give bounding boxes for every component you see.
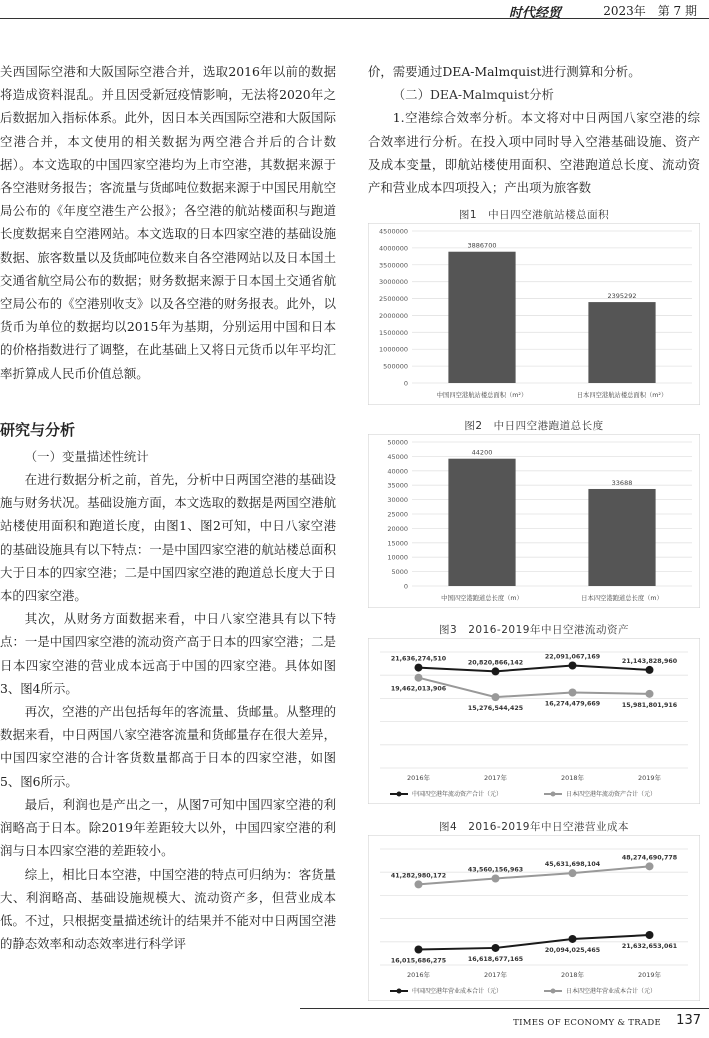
data-label: 20,820,866,142 (467, 659, 524, 667)
category-label: 中国四空港跑道总长度（m） (441, 595, 523, 603)
figure-4-caption: 图4 2016-2019年中日空港营业成本 (439, 820, 629, 833)
y-tick-label: 15000 (387, 539, 408, 548)
data-label: 15,981,801,916 (621, 701, 678, 709)
right-para-1: 1.空港综合效率分析。本文将对中日两国八家空港的综合效率进行分析。在投入项中同时导入空港基础设施、资产及成本变量，即航站楼使用面积、空港跑道总长度、流动资产和营业成本四项投入；产出项为旅客数 (368, 110, 700, 196)
figure-1-chart (368, 223, 700, 405)
x-tick-label: 2017年 (483, 970, 508, 979)
bar (448, 252, 515, 383)
data-label: 16,274,479,669 (544, 700, 601, 708)
y-tick-label: 4000000 (379, 244, 408, 253)
series-point (569, 688, 577, 696)
x-tick-label: 2017年 (483, 773, 508, 782)
y-tick-label: 10000 (387, 554, 408, 563)
series-point (415, 945, 423, 953)
left-para-4: 最后，利润也是产出之一，从图7可知中国四家空港的利润略高于日本。除2019年差距较大以外，中国四家空港的利润与日本四家空港的差距较小。 (0, 796, 336, 859)
category-label: 日本四空港跑道总长度（m） (581, 595, 663, 603)
y-tick-label: 50000 (387, 438, 408, 447)
data-label: 44200 (471, 449, 493, 458)
data-label: 41,282,980,172 (390, 872, 447, 880)
page-footer (0, 1008, 709, 1038)
left-column (0, 60, 336, 955)
y-tick-label: 1000000 (379, 345, 408, 354)
data-label: 3886700 (467, 241, 497, 250)
left-para-3: 再次，空港的产出包括每年的客流量、货邮量。从整理的数据来看，中日两国八家空港客流量和货邮量存在很大差异，中国四家空港的合计客货数量都高于日本的四家空港，如图5、图6所示。 (0, 704, 336, 789)
legend-marker (397, 988, 402, 993)
figure-4-chart (368, 835, 700, 1001)
legend-label: 中国四空港年流动资产合计（元） (412, 790, 503, 798)
y-tick-label: 40000 (387, 467, 408, 476)
y-tick-label: 20000 (387, 525, 408, 534)
legend-marker (397, 791, 402, 796)
left-para-1: 在进行数据分析之前，首先，分析中日两国空港的基础设施与财务状况。基础设施方面，本文选取的数据是两国空港航站楼使用面积和跑道长度，由图1、图2可知，中日八家空港的基础设施具有以下特点：一是中国四家空港的航站楼总面积大于日本的四家空港；二是中国四家空港的跑道总长度大于日本的四家空港。 (0, 472, 336, 604)
page-number: 137 (676, 1013, 701, 1028)
y-tick-label: 45000 (387, 453, 408, 462)
series-point (646, 689, 654, 697)
y-tick-label: 35000 (387, 482, 408, 491)
legend-label: 中国四空港年营业成本合计（元） (412, 988, 503, 996)
y-tick-label: 0 (403, 582, 408, 591)
y-tick-label: 0 (403, 379, 408, 388)
y-tick-label: 25000 (387, 510, 408, 519)
y-tick-label: 3000000 (379, 278, 408, 287)
legend-marker (551, 791, 556, 796)
series-point (415, 673, 423, 681)
y-tick-label: 3500000 (379, 261, 408, 270)
data-label: 19,462,013,906 (390, 685, 447, 693)
left-para-2: 其次，从财务方面数据来看，中日八家空港具有以下特点：一是中国四家空港的流动资产高于日本的四家空港；二是日本四家空港的营业成本远高于中国的四家空港。具体如图3、图4所示。 (0, 611, 336, 696)
right-column (368, 60, 700, 1008)
series-point (569, 869, 577, 877)
series-point (415, 880, 423, 888)
legend-label: 日本四空港年流动资产合计（元） (566, 790, 657, 798)
legend-marker (551, 988, 556, 993)
x-tick-label: 2019年 (637, 773, 662, 782)
series-point (492, 944, 500, 952)
page-header (0, 0, 709, 20)
series-point (492, 667, 500, 675)
y-tick-label: 1500000 (379, 329, 408, 338)
data-label: 21,636,274,510 (390, 655, 447, 663)
data-label: 21,143,828,960 (621, 657, 678, 665)
bar (588, 489, 655, 586)
issue-label: 2023年 第 7 期 (603, 4, 697, 18)
x-tick-label: 2016年 (406, 970, 431, 979)
figure-3-caption: 图3 2016-2019年中日空港流动资产 (439, 623, 629, 636)
footer-rule (300, 1008, 709, 1009)
figure-2-chart (368, 434, 700, 608)
x-tick-label: 2016年 (406, 773, 431, 782)
data-label: 21,632,653,061 (621, 942, 678, 950)
journal-name: TIMES OF ECONOMY & TRADE (513, 1018, 661, 1028)
y-tick-label: 30000 (387, 496, 408, 505)
left-para-continued: 关西国际空港和大阪国际空港合并，选取2016年以前的数据将造成资料混乱。并且因受新冠疫情影响，无法将2020年之后数据加入指标体系。此外，因日本关西国际空港和大阪国际空港合并，本文使用的相关数据为两空港合并后的合计数据）。本文选取的中国四家空港均为上市空港，其数据来源于各空港财务报告；客流量与货邮吨位数据来源于中国民用航空局公布的《年度空港生产公报》；各空港的航站楼面积与跑道长度数据来自空港网站。本文选取的日本四家空港的基础设施数据、旅客数量以及货邮吨位数来自各空港网站以及日本国土交通省航空局公布的数据；财务数据来源于日本国土交通省航空局公布的《空港别收支》以及各空港的财务报表。此外，以货币为单位的数据均以2015年为基期，分别运用中国和日本的价格指数进行了调整，在此基础上又将日元货币以年平均汇率折算成人民币价值总额。 (0, 64, 336, 381)
data-label: 45,631,698,104 (544, 860, 601, 868)
series-point (492, 874, 500, 882)
figure-4 (368, 819, 700, 1008)
header-rule (0, 18, 709, 19)
x-tick-label: 2018年 (560, 970, 585, 979)
right-para-continued: 价，需要通过DEA-Malmquist进行测算和分析。 (368, 64, 641, 79)
x-tick-label: 2019年 (637, 970, 662, 979)
figure-1 (368, 207, 700, 412)
data-label: 33688 (611, 479, 633, 488)
y-tick-label: 500000 (383, 362, 408, 371)
y-tick-label: 2000000 (379, 312, 408, 321)
series-point (492, 693, 500, 701)
subsection-2-title: （二）DEA-Malmquist分析 (392, 87, 554, 103)
y-tick-label: 2500000 (379, 295, 408, 304)
figure-2 (368, 418, 700, 615)
figure-1-caption: 图1 中日四空港航站楼总面积 (458, 209, 610, 222)
bar (448, 459, 515, 586)
x-tick-label: 2018年 (560, 773, 585, 782)
data-label: 20,094,025,465 (544, 946, 601, 954)
data-label: 15,276,544,425 (467, 704, 524, 712)
series-point (646, 666, 654, 674)
y-tick-label: 4500000 (379, 227, 408, 236)
section-title: 研究与分析 (0, 420, 76, 439)
series-point (569, 661, 577, 669)
category-label: 中国四空港航站楼总面积（m²） (436, 392, 528, 400)
subsection-1-title: （一）变量描述性统计 (24, 448, 149, 464)
series-point (415, 663, 423, 671)
data-label: 22,091,067,169 (544, 653, 601, 661)
category-label: 日本四空港航站楼总面积（m²） (576, 392, 668, 400)
data-label: 16,618,677,165 (467, 955, 524, 963)
figure-2-caption: 图2 中日四空港跑道总长度 (464, 420, 604, 433)
y-tick-label: 5000 (391, 568, 408, 577)
data-label: 48,274,690,778 (621, 854, 678, 862)
bar (588, 302, 655, 383)
series-point (646, 862, 654, 870)
series-point (646, 931, 654, 939)
figure-3-chart (368, 638, 700, 804)
legend-label: 日本四空港年营业成本合计（元） (566, 988, 657, 996)
figure-3 (368, 622, 700, 811)
series-point (569, 935, 577, 943)
data-label: 16,015,686,275 (390, 957, 447, 965)
left-para-5: 综上，相比日本空港，中国空港的特点可归纳为：客货量大、利润略高、基础设施规模大、流动资产多，但营业成本低。不过，只根据变量描述统计的结果并不能对中日两国空港的静态效率和动态效率进行科学评 (0, 866, 336, 952)
data-label: 43,560,156,963 (467, 866, 524, 874)
journal-logo: 时代经贸 (508, 6, 561, 21)
data-label: 2395292 (607, 292, 637, 301)
